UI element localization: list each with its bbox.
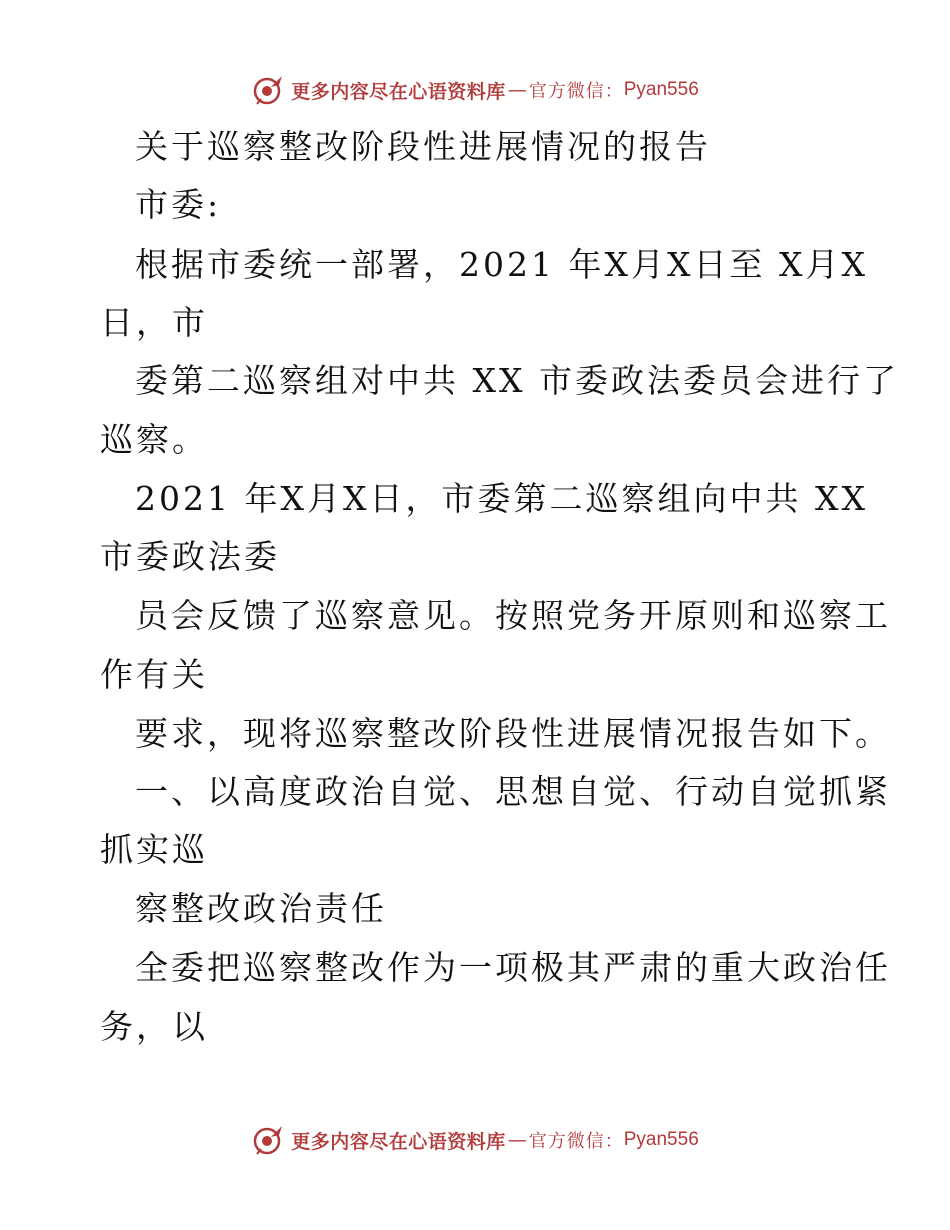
quill-logo-icon bbox=[251, 73, 285, 107]
paragraph-line: 巡察。 bbox=[100, 420, 208, 459]
section-heading-line: 察整改政治责任 bbox=[135, 889, 387, 928]
watermark-wechat-label: 官方微信： bbox=[528, 1131, 624, 1152]
paragraph-line: 务，以 bbox=[100, 1007, 208, 1046]
footer-watermark-banner bbox=[0, 1120, 950, 1160]
paragraph-line: 日，市 bbox=[100, 303, 208, 342]
document-title: 关于巡察整改阶段性进展情况的报告 bbox=[135, 127, 711, 166]
watermark-site-name: 更多内容尽在心语资料库 bbox=[291, 80, 506, 103]
salutation: 市委: bbox=[135, 185, 222, 224]
paragraph-line: 员会反馈了巡察意见。按照党务开原则和巡察工 bbox=[135, 596, 891, 635]
paragraph-line: 根据市委统一部署，2021 年X月X日至 X月X bbox=[135, 245, 868, 284]
watermark-site-name: 更多内容尽在心语资料库 bbox=[291, 1130, 506, 1153]
paragraph-line: 市委政法委 bbox=[100, 537, 280, 576]
watermark-wechat-id: Pyan556 bbox=[623, 1129, 699, 1150]
watermark-wechat-id: Pyan556 bbox=[623, 79, 699, 100]
paragraph-line: 全委把巡察整改作为一项极其严肃的重大政治任 bbox=[135, 948, 891, 987]
quill-logo-icon bbox=[251, 1123, 285, 1157]
section-heading-line: 一、以高度政治自觉、思想自觉、行动自觉抓紧 bbox=[135, 772, 891, 811]
paragraph-line: 2021 年X月X日，市委第二巡察组向中共 XX bbox=[135, 479, 868, 518]
watermark-dash: — bbox=[507, 1129, 527, 1151]
paragraph-line: 作有关 bbox=[100, 655, 208, 694]
paragraph-line: 委第二巡察组对中共 XX 市委政法委员会进行了 bbox=[135, 361, 899, 400]
watermark-dash: — bbox=[507, 79, 527, 101]
watermark-wechat-label: 官方微信： bbox=[528, 81, 624, 102]
paragraph-line: 要求，现将巡察整改阶段性进展情况报告如下。 bbox=[135, 714, 891, 753]
section-heading-line: 抓实巡 bbox=[100, 830, 208, 869]
header-watermark-banner bbox=[0, 70, 950, 110]
